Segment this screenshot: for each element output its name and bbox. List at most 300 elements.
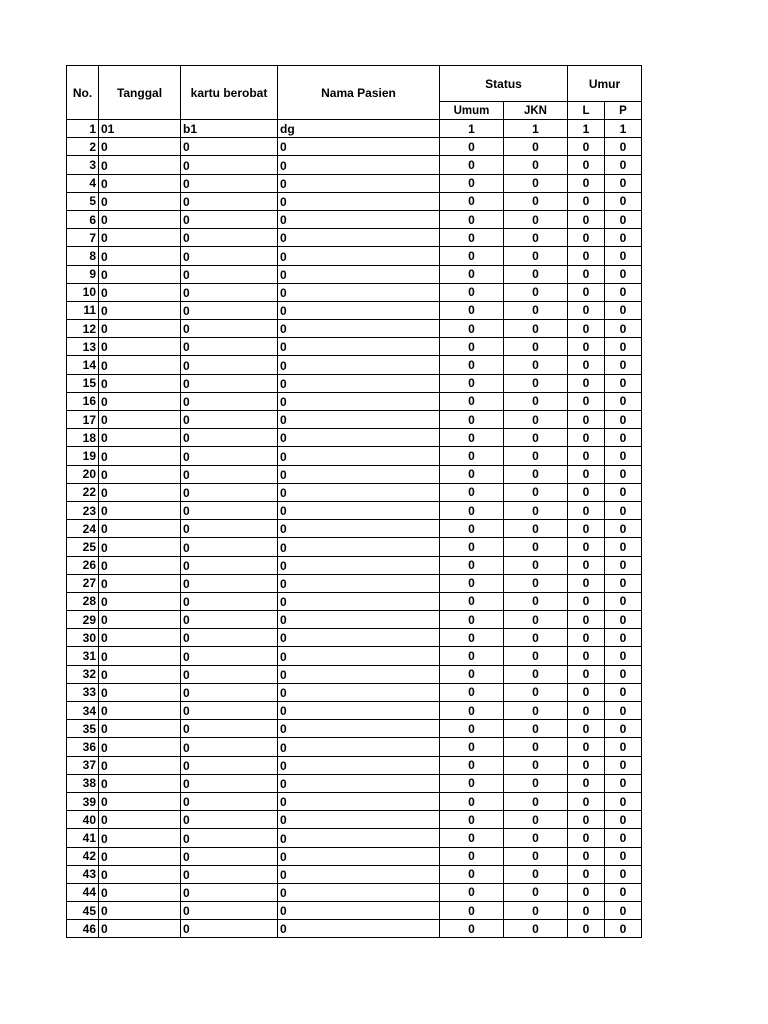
cell-jkn: 0 <box>504 138 568 156</box>
cell-l: 0 <box>568 374 605 392</box>
cell-p: 0 <box>605 229 642 247</box>
cell-no: 17 <box>67 411 99 429</box>
cell-p: 0 <box>605 411 642 429</box>
table-row <box>67 811 642 829</box>
table-row <box>67 829 642 847</box>
cell-tanggal: 0 <box>99 429 181 447</box>
cell-jkn: 0 <box>504 556 568 574</box>
cell-tanggal: 0 <box>99 592 181 610</box>
cell-kartu-berobat: 0 <box>181 611 278 629</box>
table-row <box>67 574 642 592</box>
cell-p: 0 <box>605 920 642 938</box>
cell-umum: 0 <box>440 156 504 174</box>
cell-umum: 0 <box>440 683 504 701</box>
cell-kartu-berobat: 0 <box>181 429 278 447</box>
cell-kartu-berobat: 0 <box>181 229 278 247</box>
cell-tanggal: 0 <box>99 265 181 283</box>
table-row <box>67 556 642 574</box>
cell-p: 0 <box>605 247 642 265</box>
cell-jkn: 0 <box>504 465 568 483</box>
header-status: Status <box>440 66 568 102</box>
cell-p: 0 <box>605 283 642 301</box>
cell-umum: 0 <box>440 356 504 374</box>
cell-nama-pasien: 0 <box>278 265 440 283</box>
cell-no: 4 <box>67 174 99 192</box>
cell-tanggal: 0 <box>99 665 181 683</box>
cell-nama-pasien: 0 <box>278 883 440 901</box>
table-row <box>67 229 642 247</box>
cell-no: 13 <box>67 338 99 356</box>
cell-umum: 0 <box>440 429 504 447</box>
patient-register-table <box>66 65 642 938</box>
cell-no: 43 <box>67 865 99 883</box>
cell-tanggal: 0 <box>99 720 181 738</box>
cell-kartu-berobat: 0 <box>181 792 278 810</box>
cell-no: 40 <box>67 811 99 829</box>
cell-umum: 0 <box>440 811 504 829</box>
cell-kartu-berobat: 0 <box>181 392 278 410</box>
cell-umum: 0 <box>440 647 504 665</box>
cell-umum: 0 <box>440 720 504 738</box>
cell-no: 46 <box>67 920 99 938</box>
cell-no: 35 <box>67 720 99 738</box>
header-no: No. <box>67 66 99 120</box>
cell-nama-pasien: 0 <box>278 210 440 228</box>
cell-l: 0 <box>568 756 605 774</box>
table-row <box>67 374 642 392</box>
cell-p: 0 <box>605 210 642 228</box>
cell-nama-pasien: dg <box>278 120 440 138</box>
table-row <box>67 429 642 447</box>
cell-p: 0 <box>605 811 642 829</box>
cell-kartu-berobat: 0 <box>181 538 278 556</box>
cell-p: 0 <box>605 592 642 610</box>
table-row <box>67 774 642 792</box>
cell-jkn: 0 <box>504 811 568 829</box>
cell-kartu-berobat: 0 <box>181 774 278 792</box>
cell-umum: 0 <box>440 611 504 629</box>
cell-p: 0 <box>605 574 642 592</box>
cell-nama-pasien: 0 <box>278 447 440 465</box>
cell-p: 0 <box>605 301 642 319</box>
cell-no: 2 <box>67 138 99 156</box>
cell-p: 0 <box>605 356 642 374</box>
cell-umum: 0 <box>440 265 504 283</box>
cell-jkn: 0 <box>504 520 568 538</box>
cell-nama-pasien: 0 <box>278 429 440 447</box>
cell-no: 41 <box>67 829 99 847</box>
table-row <box>67 501 642 519</box>
cell-l: 0 <box>568 465 605 483</box>
cell-tanggal: 0 <box>99 192 181 210</box>
cell-jkn: 0 <box>504 156 568 174</box>
cell-no: 18 <box>67 429 99 447</box>
cell-kartu-berobat: 0 <box>181 629 278 647</box>
table-row <box>67 247 642 265</box>
cell-umum: 0 <box>440 829 504 847</box>
cell-tanggal: 0 <box>99 683 181 701</box>
cell-no: 5 <box>67 192 99 210</box>
table-row <box>67 683 642 701</box>
table-row <box>67 902 642 920</box>
cell-umum: 1 <box>440 120 504 138</box>
cell-nama-pasien: 0 <box>278 902 440 920</box>
cell-nama-pasien: 0 <box>278 865 440 883</box>
cell-jkn: 0 <box>504 501 568 519</box>
cell-umum: 0 <box>440 883 504 901</box>
cell-no: 38 <box>67 774 99 792</box>
cell-tanggal: 0 <box>99 629 181 647</box>
cell-tanggal: 0 <box>99 829 181 847</box>
cell-kartu-berobat: 0 <box>181 283 278 301</box>
cell-nama-pasien: 0 <box>278 174 440 192</box>
cell-no: 26 <box>67 556 99 574</box>
cell-tanggal: 0 <box>99 611 181 629</box>
cell-jkn: 0 <box>504 283 568 301</box>
cell-no: 11 <box>67 301 99 319</box>
cell-no: 7 <box>67 229 99 247</box>
cell-nama-pasien: 0 <box>278 465 440 483</box>
cell-kartu-berobat: 0 <box>181 883 278 901</box>
cell-tanggal: 0 <box>99 229 181 247</box>
cell-l: 0 <box>568 392 605 410</box>
cell-umum: 0 <box>440 592 504 610</box>
cell-umum: 0 <box>440 501 504 519</box>
table-row <box>67 265 642 283</box>
cell-nama-pasien: 0 <box>278 538 440 556</box>
cell-no: 3 <box>67 156 99 174</box>
cell-umum: 0 <box>440 865 504 883</box>
cell-l: 0 <box>568 192 605 210</box>
table-body <box>67 120 642 938</box>
cell-kartu-berobat: 0 <box>181 374 278 392</box>
cell-umum: 0 <box>440 792 504 810</box>
cell-kartu-berobat: 0 <box>181 574 278 592</box>
cell-p: 1 <box>605 120 642 138</box>
cell-no: 32 <box>67 665 99 683</box>
cell-jkn: 0 <box>504 392 568 410</box>
cell-nama-pasien: 0 <box>278 301 440 319</box>
cell-tanggal: 0 <box>99 556 181 574</box>
cell-l: 0 <box>568 811 605 829</box>
cell-kartu-berobat: 0 <box>181 447 278 465</box>
cell-p: 0 <box>605 665 642 683</box>
cell-nama-pasien: 0 <box>278 592 440 610</box>
cell-jkn: 0 <box>504 792 568 810</box>
cell-jkn: 0 <box>504 574 568 592</box>
table-row <box>67 756 642 774</box>
cell-no: 37 <box>67 756 99 774</box>
cell-jkn: 0 <box>504 720 568 738</box>
cell-kartu-berobat: 0 <box>181 683 278 701</box>
cell-p: 0 <box>605 865 642 883</box>
cell-tanggal: 0 <box>99 902 181 920</box>
cell-umum: 0 <box>440 229 504 247</box>
cell-umum: 0 <box>440 301 504 319</box>
cell-nama-pasien: 0 <box>278 647 440 665</box>
cell-l: 0 <box>568 920 605 938</box>
cell-no: 27 <box>67 574 99 592</box>
cell-p: 0 <box>605 556 642 574</box>
cell-umum: 0 <box>440 320 504 338</box>
table-row <box>67 629 642 647</box>
cell-tanggal: 0 <box>99 338 181 356</box>
cell-nama-pasien: 0 <box>278 229 440 247</box>
cell-l: 0 <box>568 320 605 338</box>
cell-tanggal: 0 <box>99 738 181 756</box>
cell-jkn: 0 <box>504 301 568 319</box>
cell-nama-pasien: 0 <box>278 829 440 847</box>
cell-umum: 0 <box>440 902 504 920</box>
table-row <box>67 920 642 938</box>
cell-l: 0 <box>568 338 605 356</box>
cell-no: 6 <box>67 210 99 228</box>
header-p: P <box>605 102 642 120</box>
cell-nama-pasien: 0 <box>278 283 440 301</box>
cell-jkn: 0 <box>504 902 568 920</box>
cell-jkn: 0 <box>504 665 568 683</box>
cell-l: 0 <box>568 556 605 574</box>
cell-tanggal: 0 <box>99 520 181 538</box>
cell-no: 8 <box>67 247 99 265</box>
cell-jkn: 0 <box>504 447 568 465</box>
cell-jkn: 0 <box>504 210 568 228</box>
cell-tanggal: 0 <box>99 847 181 865</box>
cell-p: 0 <box>605 392 642 410</box>
cell-tanggal: 0 <box>99 447 181 465</box>
cell-tanggal: 0 <box>99 301 181 319</box>
cell-nama-pasien: 0 <box>278 611 440 629</box>
table-row <box>67 847 642 865</box>
cell-tanggal: 0 <box>99 210 181 228</box>
table-row <box>67 702 642 720</box>
table-row <box>67 120 642 138</box>
cell-no: 10 <box>67 283 99 301</box>
cell-kartu-berobat: 0 <box>181 920 278 938</box>
table-row <box>67 792 642 810</box>
cell-tanggal: 0 <box>99 320 181 338</box>
header-umum: Umum <box>440 102 504 120</box>
header-umur: Umur <box>568 66 642 102</box>
cell-nama-pasien: 0 <box>278 574 440 592</box>
cell-nama-pasien: 0 <box>278 629 440 647</box>
cell-l: 0 <box>568 265 605 283</box>
header-l: L <box>568 102 605 120</box>
cell-p: 0 <box>605 429 642 447</box>
cell-nama-pasien: 0 <box>278 156 440 174</box>
cell-l: 0 <box>568 356 605 374</box>
table-row <box>67 465 642 483</box>
cell-kartu-berobat: 0 <box>181 465 278 483</box>
cell-p: 0 <box>605 156 642 174</box>
cell-tanggal: 0 <box>99 465 181 483</box>
cell-l: 0 <box>568 665 605 683</box>
cell-l: 0 <box>568 538 605 556</box>
table-row <box>67 483 642 501</box>
cell-p: 0 <box>605 447 642 465</box>
cell-no: 25 <box>67 538 99 556</box>
cell-jkn: 0 <box>504 592 568 610</box>
cell-l: 0 <box>568 792 605 810</box>
cell-jkn: 0 <box>504 611 568 629</box>
cell-p: 0 <box>605 902 642 920</box>
cell-l: 0 <box>568 847 605 865</box>
cell-jkn: 0 <box>504 847 568 865</box>
cell-no: 9 <box>67 265 99 283</box>
cell-l: 1 <box>568 120 605 138</box>
cell-jkn: 0 <box>504 629 568 647</box>
cell-jkn: 0 <box>504 883 568 901</box>
cell-no: 28 <box>67 592 99 610</box>
cell-no: 19 <box>67 447 99 465</box>
cell-nama-pasien: 0 <box>278 501 440 519</box>
cell-no: 22 <box>67 483 99 501</box>
cell-kartu-berobat: b1 <box>181 120 278 138</box>
patient-register-sheet <box>66 65 642 938</box>
cell-p: 0 <box>605 611 642 629</box>
table-row <box>67 156 642 174</box>
cell-kartu-berobat: 0 <box>181 501 278 519</box>
cell-kartu-berobat: 0 <box>181 720 278 738</box>
table-row <box>67 283 642 301</box>
cell-kartu-berobat: 0 <box>181 156 278 174</box>
cell-jkn: 0 <box>504 865 568 883</box>
header-jkn: JKN <box>504 102 568 120</box>
cell-l: 0 <box>568 683 605 701</box>
cell-umum: 0 <box>440 920 504 938</box>
cell-kartu-berobat: 0 <box>181 738 278 756</box>
cell-umum: 0 <box>440 374 504 392</box>
table-row <box>67 411 642 429</box>
cell-l: 0 <box>568 883 605 901</box>
cell-l: 0 <box>568 592 605 610</box>
cell-nama-pasien: 0 <box>278 192 440 210</box>
cell-umum: 0 <box>440 138 504 156</box>
cell-p: 0 <box>605 847 642 865</box>
table-row <box>67 138 642 156</box>
cell-umum: 0 <box>440 247 504 265</box>
cell-tanggal: 0 <box>99 156 181 174</box>
table-row <box>67 174 642 192</box>
cell-kartu-berobat: 0 <box>181 520 278 538</box>
cell-nama-pasien: 0 <box>278 665 440 683</box>
cell-l: 0 <box>568 738 605 756</box>
table-header <box>67 66 642 120</box>
cell-jkn: 0 <box>504 374 568 392</box>
cell-nama-pasien: 0 <box>278 356 440 374</box>
cell-no: 39 <box>67 792 99 810</box>
table-row <box>67 665 642 683</box>
cell-no: 24 <box>67 520 99 538</box>
cell-nama-pasien: 0 <box>278 411 440 429</box>
cell-kartu-berobat: 0 <box>181 411 278 429</box>
cell-tanggal: 0 <box>99 483 181 501</box>
cell-kartu-berobat: 0 <box>181 247 278 265</box>
cell-jkn: 0 <box>504 756 568 774</box>
cell-kartu-berobat: 0 <box>181 320 278 338</box>
cell-p: 0 <box>605 683 642 701</box>
cell-umum: 0 <box>440 738 504 756</box>
cell-l: 0 <box>568 774 605 792</box>
cell-tanggal: 0 <box>99 865 181 883</box>
cell-l: 0 <box>568 647 605 665</box>
cell-kartu-berobat: 0 <box>181 647 278 665</box>
cell-umum: 0 <box>440 756 504 774</box>
header-nama-pasien: Nama Pasien <box>278 66 440 120</box>
cell-tanggal: 0 <box>99 501 181 519</box>
cell-l: 0 <box>568 411 605 429</box>
cell-l: 0 <box>568 429 605 447</box>
cell-p: 0 <box>605 720 642 738</box>
cell-p: 0 <box>605 883 642 901</box>
cell-nama-pasien: 0 <box>278 556 440 574</box>
cell-l: 0 <box>568 574 605 592</box>
table-row <box>67 611 642 629</box>
table-row <box>67 338 642 356</box>
cell-jkn: 0 <box>504 356 568 374</box>
cell-tanggal: 0 <box>99 774 181 792</box>
cell-kartu-berobat: 0 <box>181 356 278 374</box>
cell-jkn: 0 <box>504 774 568 792</box>
table-row <box>67 392 642 410</box>
cell-umum: 0 <box>440 210 504 228</box>
cell-umum: 0 <box>440 702 504 720</box>
cell-jkn: 0 <box>504 192 568 210</box>
cell-p: 0 <box>605 829 642 847</box>
cell-kartu-berobat: 0 <box>181 756 278 774</box>
cell-tanggal: 0 <box>99 392 181 410</box>
cell-nama-pasien: 0 <box>278 320 440 338</box>
cell-jkn: 0 <box>504 411 568 429</box>
cell-tanggal: 0 <box>99 283 181 301</box>
cell-kartu-berobat: 0 <box>181 829 278 847</box>
cell-p: 0 <box>605 792 642 810</box>
cell-no: 15 <box>67 374 99 392</box>
cell-kartu-berobat: 0 <box>181 301 278 319</box>
cell-nama-pasien: 0 <box>278 792 440 810</box>
cell-p: 0 <box>605 174 642 192</box>
cell-kartu-berobat: 0 <box>181 138 278 156</box>
cell-jkn: 0 <box>504 538 568 556</box>
cell-jkn: 0 <box>504 247 568 265</box>
cell-nama-pasien: 0 <box>278 520 440 538</box>
cell-tanggal: 0 <box>99 702 181 720</box>
cell-p: 0 <box>605 538 642 556</box>
cell-jkn: 0 <box>504 429 568 447</box>
cell-p: 0 <box>605 320 642 338</box>
cell-no: 44 <box>67 883 99 901</box>
cell-jkn: 1 <box>504 120 568 138</box>
cell-umum: 0 <box>440 629 504 647</box>
cell-no: 36 <box>67 738 99 756</box>
table-row <box>67 538 642 556</box>
cell-l: 0 <box>568 483 605 501</box>
cell-l: 0 <box>568 829 605 847</box>
cell-nama-pasien: 0 <box>278 392 440 410</box>
cell-umum: 0 <box>440 283 504 301</box>
cell-jkn: 0 <box>504 829 568 847</box>
cell-umum: 0 <box>440 520 504 538</box>
cell-umum: 0 <box>440 774 504 792</box>
cell-umum: 0 <box>440 192 504 210</box>
cell-jkn: 0 <box>504 483 568 501</box>
cell-kartu-berobat: 0 <box>181 847 278 865</box>
cell-kartu-berobat: 0 <box>181 265 278 283</box>
cell-nama-pasien: 0 <box>278 756 440 774</box>
cell-kartu-berobat: 0 <box>181 556 278 574</box>
table-row <box>67 738 642 756</box>
cell-nama-pasien: 0 <box>278 683 440 701</box>
